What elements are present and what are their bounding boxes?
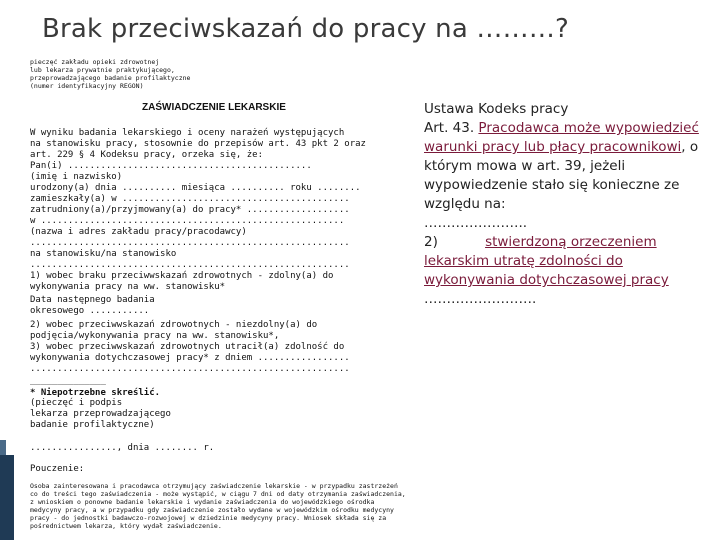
doc-line: ........................................................... — [30, 238, 350, 248]
footnote-line: medycyny pracy, a w przypadku gdy zaświadczenie zostało wydane w wojewódzkim ośrodku medycyny — [30, 506, 394, 514]
doc-line: Data następnego badania — [30, 295, 155, 305]
doc-line: (nazwa i adres zakładu pracy/pracodawcy) — [30, 227, 247, 237]
dots-line: ………………….. — [424, 215, 528, 231]
doc-line: zamieszkały(a) w .......................................... — [30, 194, 350, 204]
dots-line: ……………………. — [424, 291, 537, 307]
employer-notice-link[interactable]: Pracodawca może wypowiedzieć warunki pracy lub płacy pracownikowi — [424, 120, 699, 155]
doc-line: ................, dnia ........ r. — [30, 443, 215, 453]
stamp-line: przeprowadzającego badanie profilaktyczne — [30, 74, 191, 82]
stamp-line: pieczęć zakładu opieki zdrowotnej — [30, 58, 160, 66]
doc-line: ........................................................... — [30, 260, 350, 270]
doc-line: zatrudniony(a)/przyjmowany(a) do pracy* ................... — [30, 205, 350, 215]
page-title: Brak przeciwskazań do pracy na ………? — [42, 14, 570, 44]
law-title: Ustawa Kodeks pracy — [424, 101, 569, 117]
doc-line: (imię i nazwisko) — [30, 172, 123, 182]
doc-line: lekarza przeprowadzającego — [30, 409, 171, 419]
footnote-line: pośrednictwem lekarza, który wydał zaświadczenie. — [30, 522, 222, 530]
doc-line: na stanowisku/na stanowisko — [30, 249, 177, 259]
doc-line: okresowego ........... — [30, 306, 150, 316]
medical-certificate-document — [30, 58, 440, 538]
item-2: 2) stwierdzoną orzeczeniem lekarskim utratę zdolności do wykonywania dotychczasowej pracy — [424, 234, 669, 288]
doc-line: Pan(i) ............................................. — [30, 161, 312, 171]
doc-line: na stanowisku pracy, stosownie do przepisów art. 43 pkt 2 oraz — [30, 139, 366, 149]
footnote-line: Osoba zainteresowana i pracodawca otrzymujący zaświadczenie lekarskie - w przypadku zastrzeżeń — [30, 482, 398, 490]
law-excerpt — [424, 100, 714, 309]
doc-line: badanie profilaktyczne) — [30, 420, 155, 430]
doc-line: urodzony(a) dnia .......... miesiąca .......... roku ........ — [30, 183, 361, 193]
article-43-text: Art. 43. Pracodawca może wypowiedzieć warunki pracy lub płacy pracownikowi, o którym mowa w art. 39, jeżeli wypowiedzenie stało się konieczne ze względu na: — [424, 120, 699, 212]
doc-line: wykonywania pracy na ww. stanowisku* — [30, 282, 226, 292]
decorative-bar — [0, 455, 14, 540]
certificate-heading: ZAŚWIADCZENIE LEKARSKIE — [142, 102, 286, 113]
doc-line: w ........................................................ — [30, 216, 345, 226]
stamp-line: lub lekarza prywatnie praktykującego, — [30, 66, 175, 74]
doc-line: ........................................................... — [30, 364, 350, 374]
medical-incapacity-link[interactable]: stwierdzoną orzeczeniem lekarskim utratę zdolności do wykonywania dotychczasowej pracy — [424, 234, 669, 288]
footnote-line: z wnioskiem o ponowne badanie lekarskie i wydanie zaświadczenia do wojewódzkiego ośrodka — [30, 498, 375, 506]
stamp-line: (numer identyfikacyjny REGON) — [30, 82, 144, 90]
doc-line: W wyniku badania lekarskiego i oceny narażeń występujących — [30, 128, 345, 138]
doc-line: 2) wobec przeciwwskazań zdrowotnych - niezdolny(a) do — [30, 320, 318, 330]
doc-line: ______________ — [30, 376, 106, 386]
doc-line: wykonywania dotychczasowej pracy* z dniem ................. — [30, 353, 350, 363]
doc-line: 3) wobec przeciwwskazań zdrowotnych utracił(a) zdolność do — [30, 342, 345, 352]
doc-line: art. 229 § 4 Kodeksu pracy, orzeka się, że: — [30, 150, 263, 160]
footnote-line: pracy - do jednostki badawczo-rozwojowej w dziedzinie medycyny pracy. Wniosek składa się za — [30, 514, 387, 522]
doc-line: (pieczęć i podpis — [30, 398, 123, 408]
doc-line: Pouczenie: — [30, 464, 85, 474]
doc-line: podjęcia/wykonywania pracy na ww. stanowisku*, — [30, 331, 280, 341]
doc-line: * Niepotrzebne skreślić. — [30, 388, 161, 398]
doc-line: 1) wobec braku przeciwwskazań zdrowotnych - zdolny(a) do — [30, 271, 334, 281]
footnote-line: co do treści tego zaświadczenia - może wystąpić, w ciągu 7 dni od daty otrzymania zaświadczenia, — [30, 490, 406, 498]
